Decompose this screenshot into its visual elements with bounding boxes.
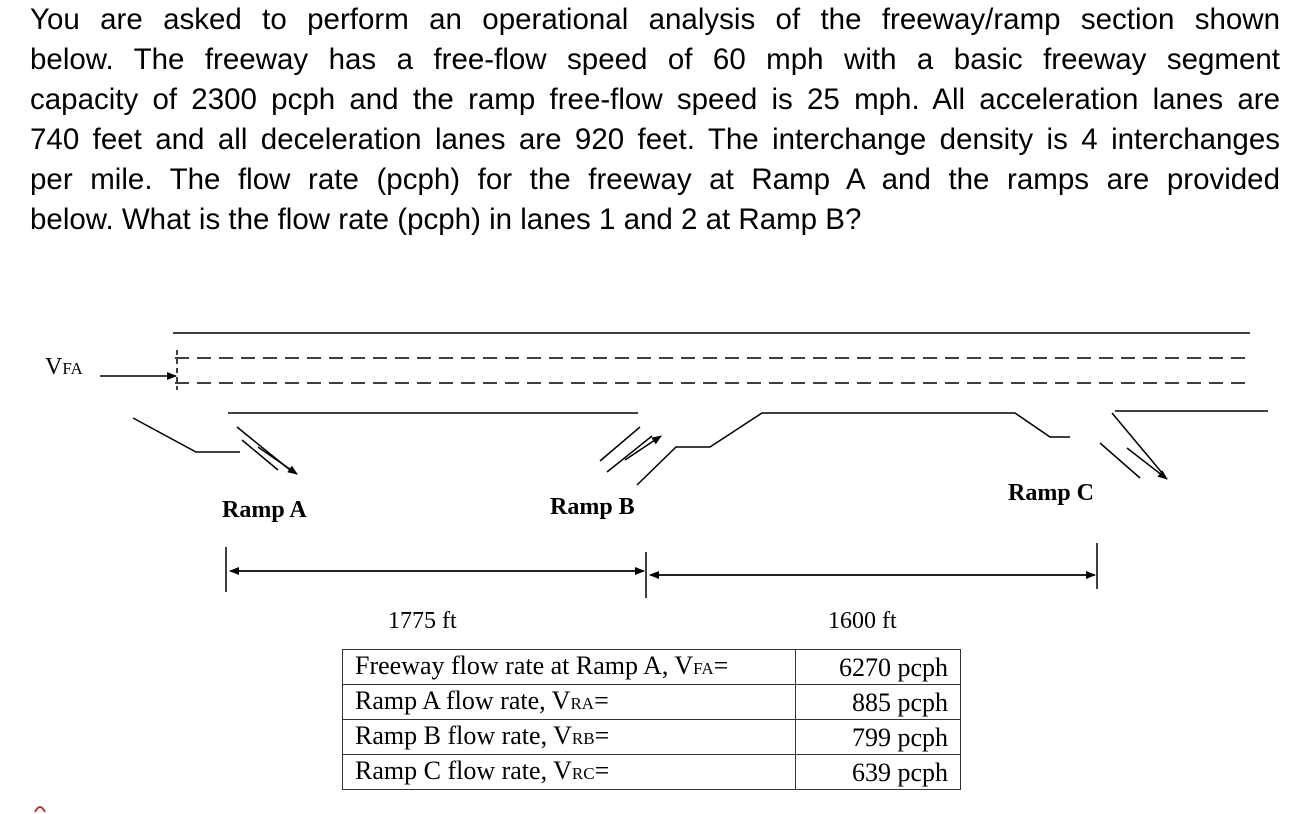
problem-line-5: per mile. The flow rate (pcph) for the freeway at Ramp A and the ramps are provided xyxy=(30,163,1280,196)
ramp-c-lane-1 xyxy=(1112,413,1163,474)
partial-icon xyxy=(33,802,47,814)
vfa-label: VFA xyxy=(45,354,83,380)
row-label: Ramp B flow rate, VRB= xyxy=(343,720,796,755)
problem-line-4: 740 feet and all deceleration lanes are 920 feet. The interchange density is 4 interchanges xyxy=(30,123,1280,156)
row-label: Ramp A flow rate, VRA= xyxy=(343,685,796,720)
row-value: 6270 pcph xyxy=(796,650,961,685)
ramp-c-arrow xyxy=(1127,448,1167,479)
distance-bc-label: 1600 ft xyxy=(828,608,897,634)
flow-rate-table xyxy=(342,649,961,790)
distance-ab-label: 1775 ft xyxy=(388,608,457,634)
ramp-c-lane-2 xyxy=(1100,443,1140,478)
table-row xyxy=(343,650,961,685)
ramp-a-edge xyxy=(133,418,240,452)
ramp-b-edge xyxy=(637,413,1070,485)
problem-line-2: below. The freeway has a free-flow speed of 60 mph with a basic freeway segment xyxy=(30,43,1280,76)
problem-line-6: below. What is the flow rate (pcph) in lanes 1 and 2 at Ramp B? xyxy=(30,203,862,236)
ramp-b-label: Ramp B xyxy=(550,494,635,520)
table-row xyxy=(343,720,961,755)
ramp-c-label: Ramp C xyxy=(1008,480,1095,506)
table-row xyxy=(343,755,961,790)
ramp-b-arrow xyxy=(625,436,661,460)
row-value: 885 pcph xyxy=(796,685,961,720)
problem-line-1: You are asked to perform an operational analysis of the freeway/ramp section shown xyxy=(30,3,1280,36)
row-value: 799 pcph xyxy=(796,720,961,755)
row-label: Ramp C flow rate, VRC= xyxy=(343,755,796,790)
ramp-b-lane-1 xyxy=(600,427,640,461)
problem-line-3: capacity of 2300 pcph and the ramp free-flow speed is 25 mph. All acceleration lanes are xyxy=(30,83,1280,116)
table-row xyxy=(343,685,961,720)
row-value: 639 pcph xyxy=(796,755,961,790)
row-label: Freeway flow rate at Ramp A, VFA= xyxy=(343,650,796,685)
ramp-b-lane-2 xyxy=(607,436,652,472)
ramp-a-label: Ramp A xyxy=(222,497,307,523)
